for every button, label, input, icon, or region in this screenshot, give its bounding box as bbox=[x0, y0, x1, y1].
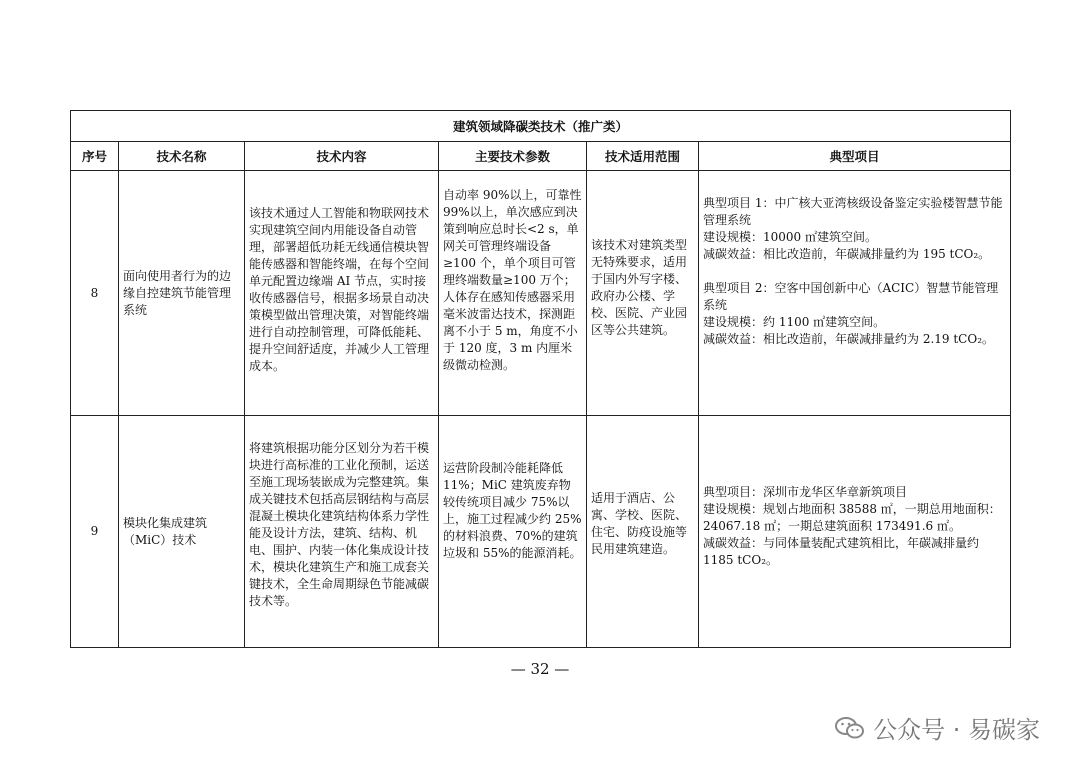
page-number: — 32 — bbox=[510, 660, 570, 678]
header-params: 主要技术参数 bbox=[439, 142, 587, 171]
watermark-text: 公众号 · 易碳家 bbox=[873, 716, 1040, 744]
watermark bbox=[835, 710, 1040, 745]
tech-params: 运营阶段制冷能耗降低 11%；MiC 建筑废弃物较传统项目减少 75%以上，施工过程减少约 25%的材料浪费、70%的建筑垃圾和 55%的能源消耗。 bbox=[439, 416, 587, 648]
tech-name: 模块化集成建筑（MiC）技术 bbox=[119, 416, 245, 648]
tech-content: 该技术通过人工智能和物联网技术实现建筑空间内用能设备自动管理，部署超低功耗无线通信模块智能传感器和智能终端，在每个空间单元配置边缘端 AI 节点，实时接收传感器信号，根据多场景自动决策模型做出管理决策，对智能终端进行自动控制管理，可降低能耗、提升空间舒适度，并减少人工管理成本。 bbox=[245, 171, 439, 416]
typical-projects: 典型项目：深圳市龙华区华章新筑项目 建设规模：规划占地面积 38588 ㎡，一期总用地面积：24067.18 ㎡；一期总建筑面积 173491.6 ㎡。 减碳效益：与同体量装配式建筑相比，年碳减排量约 1185 tCO₂。 bbox=[699, 416, 1011, 648]
row-number: 8 bbox=[71, 171, 119, 416]
tech-scope: 该技术对建筑类型无特殊要求，适用于国内外写字楼、政府办公楼、学校、医院、产业园区等公共建筑。 bbox=[587, 171, 699, 416]
table-row bbox=[71, 416, 1011, 648]
header-projects: 典型项目 bbox=[699, 142, 1011, 171]
table-row bbox=[71, 171, 1011, 416]
tech-params: 自动率 90%以上，可靠性 99%以上，单次感应到决策到响应总时长<2 s，单网关可管理终端设备≥100 个，单个项目可管理终端数量≥100 万个；人体存在感知传感器采用毫米波雷达技术，探测距离不小于 5 m，角度不小于 120 度，3 m 内厘米级微动检测。 bbox=[439, 171, 587, 416]
header-name: 技术名称 bbox=[119, 142, 245, 171]
table-caption: 建筑领域降碳类技术（推广类） bbox=[71, 111, 1011, 142]
tech-table bbox=[70, 110, 1011, 648]
header-no: 序号 bbox=[71, 142, 119, 171]
header-content: 技术内容 bbox=[245, 142, 439, 171]
tech-scope: 适用于酒店、公寓、学校、医院、住宅、防疫设施等民用建筑建造。 bbox=[587, 416, 699, 648]
tech-name: 面向使用者行为的边缘自控建筑节能管理系统 bbox=[119, 171, 245, 416]
row-number: 9 bbox=[71, 416, 119, 648]
wechat-icon bbox=[835, 716, 865, 740]
header-scope: 技术适用范围 bbox=[587, 142, 699, 171]
typical-projects: 典型项目 1：中广核大亚湾核级设备鉴定实验楼智慧节能管理系统 建设规模：10000 ㎡建筑空间。 减碳效益：相比改造前，年碳减排量约为 195 tCO₂。 典型项目 2：空客中国创新中心（ACIC）智慧节能管理系统 建设规模：约 1100 ㎡建筑空间。 减碳效益：相比改造前，年碳减排量约为 2.19 tCO₂。 bbox=[699, 171, 1011, 416]
tech-content: 将建筑根据功能分区划分为若干模块进行高标准的工业化预制，运送至施工现场装嵌成为完整建筑。集成关键技术包括高层钢结构与高层混凝土模块化建筑结构体系力学性能及设计方法，建筑、结构、机电、围护、内装一体化集成设计技术，模块化建筑生产和施工成套关键技术，全生命周期绿色节能减碳技术等。 bbox=[245, 416, 439, 648]
